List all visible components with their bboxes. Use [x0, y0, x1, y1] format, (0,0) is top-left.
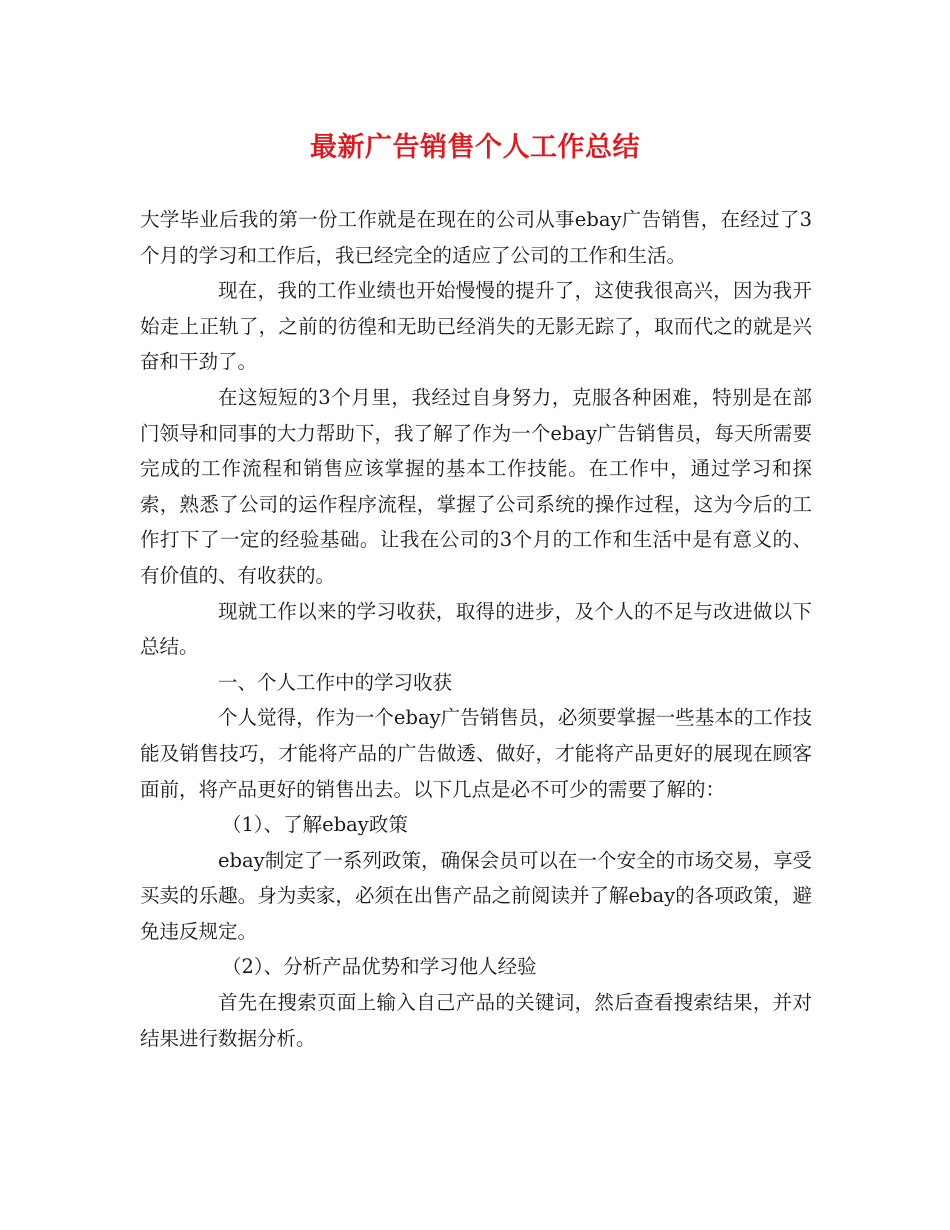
- subheading-1: （1）、了解ebay政策: [222, 813, 408, 837]
- paragraph-ebay-policy: ebay制定了一系列政策，确保会员可以在一个安全的市场交易，享受买卖的乐趣。身为卖家，必须在出售产品之前阅读并了解ebay的各项政策，避免违反规定。: [140, 848, 812, 943]
- paragraph-progress: 现在，我的工作业绩也开始慢慢的提升了，这使我很高兴，因为我开始走上正轨了，之前的彷徨和无助已经消失的无影无踪了，取而代之的就是兴奋和干劲了。: [140, 279, 812, 374]
- document-body: [140, 202, 812, 1056]
- paragraph-three-months: 在这短短的3个月里，我经过自身努力，克服各种困难，特别是在部门领导和同事的大力帮助下，我了解了作为一个ebay广告销售员，每天所需要完成的工作流程和销售应该掌握的基本工作技能。在工作中，通过学习和探索，熟悉了公司的运作程序流程，掌握了公司系统的操作过程，这为今后的工作打下了一定的经验基础。让我在公司的3个月的工作和生活中是有意义的、有价值的、有收获的。: [140, 385, 812, 587]
- section-heading-1: 一、个人工作中的学习收获: [218, 670, 453, 694]
- document-title: 最新广告销售个人工作总结: [310, 132, 640, 163]
- paragraph-intro: 大学毕业后我的第一份工作就是在现在的公司从事ebay广告销售，在经过了3个月的学习和工作后，我已经完全的适应了公司的工作和生活。: [140, 208, 812, 267]
- paragraph-summary-intro: 现就工作以来的学习收获，取得的进步，及个人的不足与改进做以下总结。: [140, 599, 812, 659]
- subheading-2: （2）、分析产品优势和学习他人经验: [222, 955, 537, 979]
- paragraph-search-analysis: 首先在搜索页面上输入自己产品的关键词，然后查看搜索结果，并对结果进行数据分析。: [140, 991, 812, 1050]
- paragraph-skills: 个人觉得，作为一个ebay广告销售员，必须要掌握一些基本的工作技能及销售技巧，才能将产品的广告做透、做好，才能将产品更好的展现在顾客面前，将产品更好的销售出去。以下几点是必不可少的需要了解的：: [140, 706, 812, 801]
